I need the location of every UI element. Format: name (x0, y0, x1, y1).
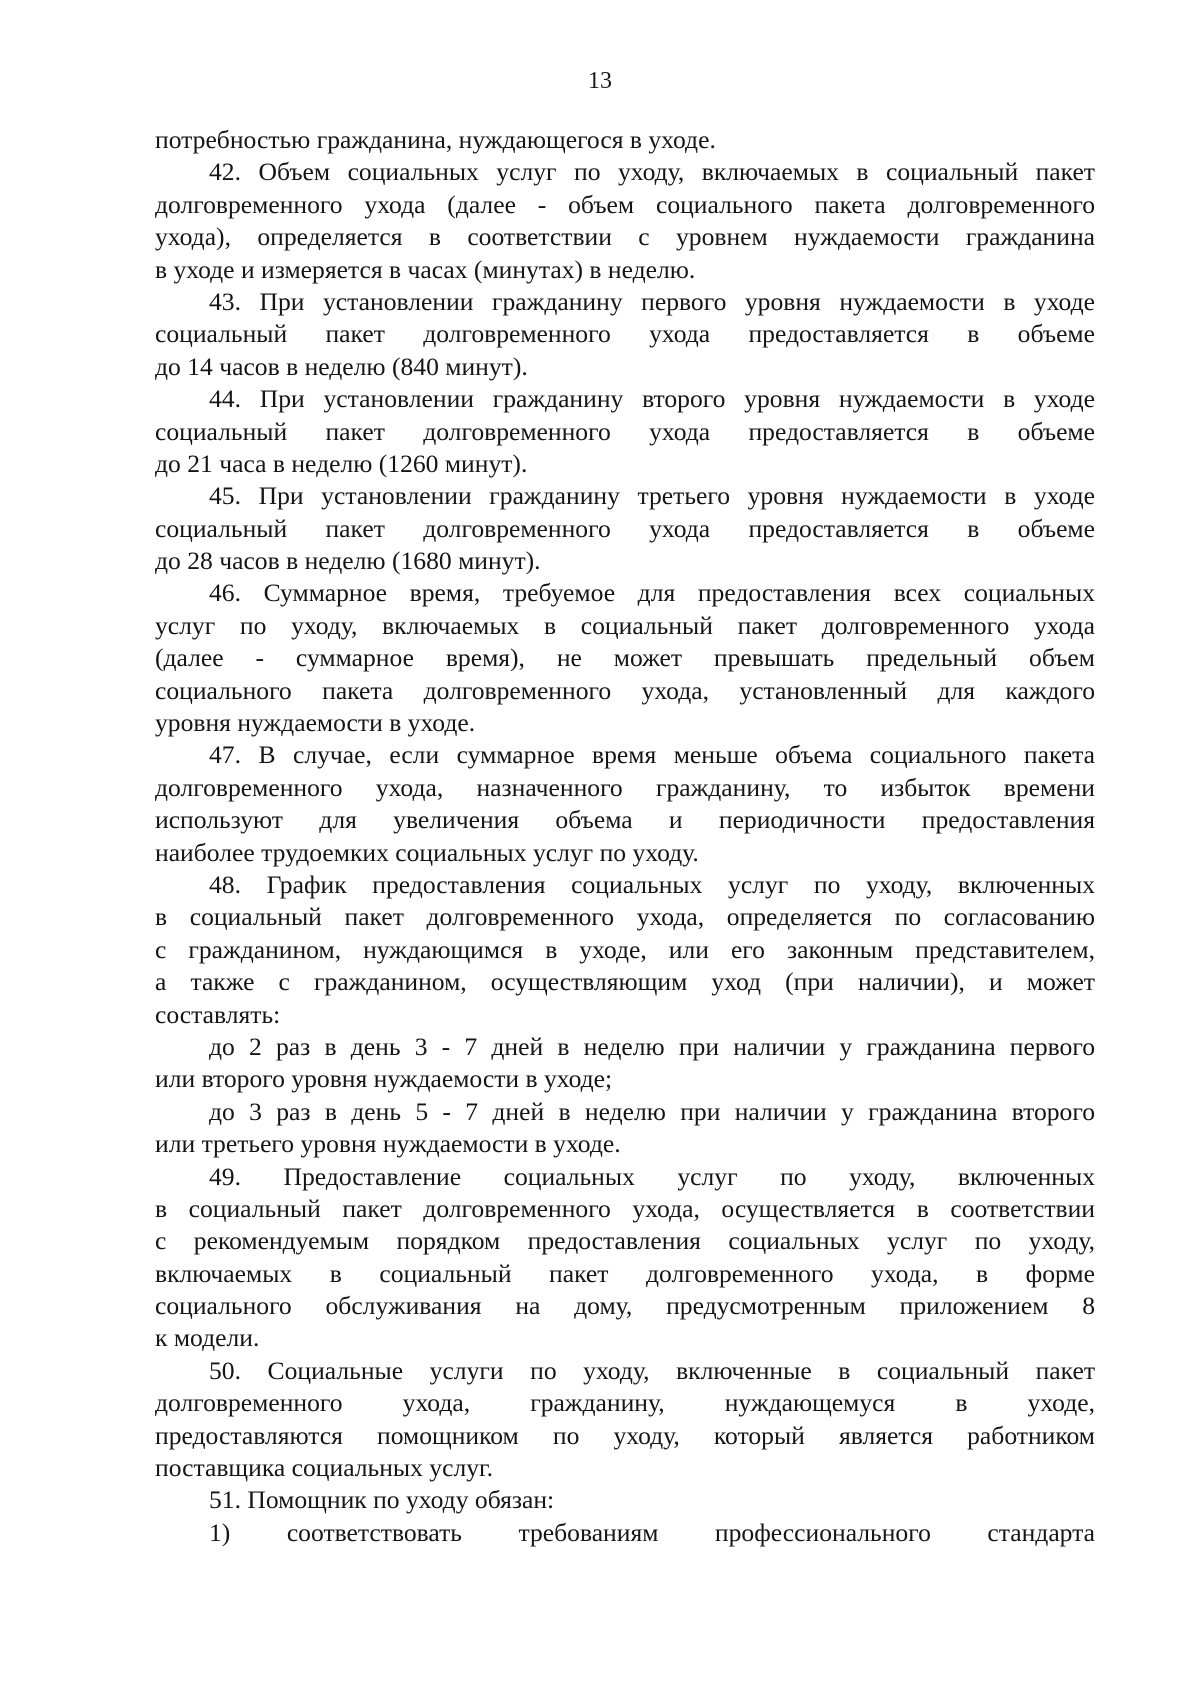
text-line: 43. При установлении гражданину первого уровня нуждаемости в уходе (209, 286, 1095, 316)
text-line: 42. Объем социальных услуг по уходу, включаемых в социальный пакет (209, 157, 1095, 187)
text-line: к модели. (155, 1323, 260, 1353)
text-line: а также с гражданином, осуществляющим уход (при наличии), и может (155, 967, 1095, 997)
text-line: социальный пакет долговременного ухода предоставляется в объеме (155, 513, 1095, 543)
text-line: до 2 раз в день 3 - 7 дней в неделю при наличии у гражданина первого (209, 1031, 1095, 1061)
text-line: предоставляются помощником по уходу, который является работником (155, 1420, 1095, 1450)
text-line: потребностью гражданина, нуждающегося в уходе. (155, 125, 716, 154)
page-number: 13 (588, 68, 612, 94)
text-line: (далее - суммарное время), не может превышать предельный объем (155, 643, 1095, 673)
text-line: социального пакета долговременного ухода, установленный для каждого (155, 675, 1095, 705)
text-line: 1) соответствовать требованиям профессионального стандарта (209, 1517, 1095, 1547)
text-line: с рекомендуемым порядком предоставления социальных услуг по уходу, (155, 1226, 1095, 1256)
text-line: наиболее трудоемких социальных услуг по уходу. (155, 837, 699, 867)
text-line: до 3 раз в день 5 - 7 дней в неделю при наличии у гражданина второго (209, 1096, 1095, 1126)
text-line: социальный пакет долговременного ухода предоставляется в объеме (155, 319, 1095, 349)
text-line: долговременного ухода, назначенного гражданину, то избыток времени (155, 772, 1095, 802)
text-line: ухода), определяется в соответствии с уровнем нуждаемости гражданина (155, 222, 1095, 252)
text-line: до 21 часа в неделю (1260 минут). (155, 448, 528, 478)
text-line: 45. При установлении гражданину третьего уровня нуждаемости в уходе (209, 481, 1095, 511)
text-line: или второго уровня нуждаемости в уходе; (155, 1064, 613, 1094)
text-line: 50. Социальные услуги по уходу, включенные в социальный пакет (209, 1355, 1095, 1385)
text-line: 51. Помощник по уходу обязан: (209, 1485, 555, 1515)
text-line: 49. Предоставление социальных услуг по уходу, включенных (209, 1161, 1095, 1191)
text-line: 47. В случае, если суммарное время меньше объема социального пакета (209, 740, 1095, 770)
text-line: поставщика социальных услуг. (155, 1453, 494, 1483)
text-line: социального обслуживания на дому, предусмотренным приложением 8 (155, 1291, 1095, 1321)
text-line: социальный пакет долговременного ухода предоставляется в объеме (155, 416, 1095, 446)
text-line: долговременного ухода (далее - объем социального пакета долговременного (155, 189, 1095, 219)
text-line: или третьего уровня нуждаемости в уходе. (155, 1129, 621, 1159)
text-line: долговременного ухода, гражданину, нуждающемуся в уходе, (155, 1388, 1095, 1418)
text-line: до 14 часов в неделю (840 минут). (155, 351, 528, 381)
text-line: составлять: (155, 999, 281, 1029)
text-line: до 28 часов в неделю (1680 минут). (155, 546, 541, 576)
text-line: с гражданином, нуждающимся в уходе, или его законным представителем, (155, 934, 1095, 964)
text-line: услуг по уходу, включаемых в социальный пакет долговременного ухода (155, 610, 1095, 640)
text-line: 48. График предоставления социальных услуг по уходу, включенных (209, 869, 1095, 899)
text-line: включаемых в социальный пакет долговременного ухода, в форме (155, 1258, 1095, 1288)
text-line: уровня нуждаемости в уходе. (155, 708, 476, 738)
text-line: в социальный пакет долговременного ухода, определяется по согласованию (155, 902, 1095, 932)
body-text (155, 124, 1095, 1549)
text-line: используют для увеличения объема и периодичности предоставления (155, 805, 1095, 835)
text-line: 44. При установлении гражданину второго уровня нуждаемости в уходе (209, 384, 1095, 414)
text-line: в уходе и измеряется в часах (минутах) в неделю. (155, 254, 696, 284)
text-line: 46. Суммарное время, требуемое для предоставления всех социальных (209, 578, 1095, 608)
text-line: в социальный пакет долговременного ухода, осуществляется в соответствии (155, 1193, 1095, 1223)
